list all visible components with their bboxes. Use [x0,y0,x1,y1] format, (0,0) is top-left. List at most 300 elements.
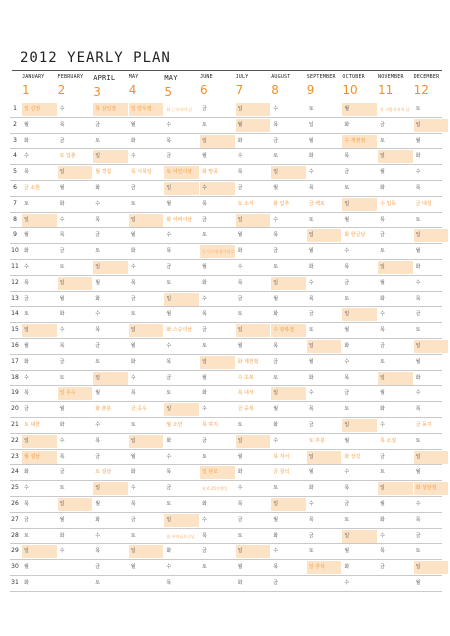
day-cell[interactable] [22,387,57,400]
day-cell[interactable] [129,435,164,448]
day-cell[interactable] [129,245,164,258]
day-cell[interactable] [22,103,57,116]
day-cell[interactable] [164,356,199,369]
day-cell[interactable] [414,419,449,432]
day-cell[interactable] [93,451,128,464]
day-cell[interactable] [58,403,93,416]
day-cell[interactable] [414,545,449,558]
day-cell[interactable] [414,103,449,116]
day-cell[interactable] [22,356,57,369]
day-cell[interactable] [236,545,271,558]
day-cell[interactable] [271,466,306,479]
day-cell[interactable] [378,261,413,274]
day-cell[interactable] [271,150,306,163]
day-cell[interactable] [378,372,413,385]
day-cell[interactable] [378,182,413,195]
day-cell[interactable] [93,530,128,543]
day-cell[interactable] [414,245,449,258]
day-cell[interactable] [236,182,271,195]
day-cell[interactable] [342,135,377,148]
day-cell[interactable] [307,466,342,479]
day-cell[interactable] [307,119,342,132]
day-cell[interactable] [200,150,235,163]
day-cell[interactable] [271,498,306,511]
day-cell[interactable] [22,545,57,558]
day-cell[interactable] [236,324,271,337]
day-cell[interactable] [236,166,271,179]
day-cell[interactable] [93,198,128,211]
day-cell[interactable] [342,340,377,353]
day-cell[interactable] [22,135,57,148]
day-cell[interactable] [22,150,57,163]
day-cell[interactable] [200,103,235,116]
day-cell[interactable] [93,245,128,258]
day-cell[interactable] [164,119,199,132]
day-cell[interactable] [93,308,128,321]
day-cell[interactable] [271,514,306,527]
day-cell[interactable] [22,451,57,464]
day-cell[interactable] [342,403,377,416]
day-cell[interactable] [129,261,164,274]
day-cell[interactable] [414,182,449,195]
day-cell[interactable] [164,182,199,195]
day-cell[interactable] [414,387,449,400]
day-cell[interactable] [378,324,413,337]
day-cell[interactable] [129,103,164,116]
day-cell[interactable] [164,293,199,306]
day-cell[interactable] [58,514,93,527]
day-cell[interactable] [164,277,199,290]
day-cell[interactable] [58,277,93,290]
day-cell[interactable] [129,150,164,163]
day-cell[interactable] [129,498,164,511]
day-cell[interactable] [200,530,235,543]
day-cell[interactable] [236,514,271,527]
day-cell[interactable] [342,514,377,527]
day-cell[interactable] [378,530,413,543]
day-cell[interactable] [414,261,449,274]
day-cell[interactable] [93,135,128,148]
day-cell[interactable] [236,277,271,290]
day-cell[interactable] [271,293,306,306]
day-cell[interactable] [93,261,128,274]
day-cell[interactable] [93,435,128,448]
day-cell[interactable] [271,545,306,558]
day-cell[interactable] [307,403,342,416]
day-cell[interactable] [22,308,57,321]
day-cell[interactable] [378,245,413,258]
day-cell[interactable] [129,451,164,464]
day-cell[interactable] [271,103,306,116]
day-cell[interactable] [236,103,271,116]
day-cell[interactable] [58,229,93,242]
day-cell[interactable] [236,119,271,132]
day-cell[interactable] [93,419,128,432]
day-cell[interactable] [342,324,377,337]
day-cell[interactable] [414,229,449,242]
day-cell[interactable] [164,214,199,227]
day-cell[interactable] [129,214,164,227]
day-cell[interactable] [342,214,377,227]
day-cell[interactable] [93,498,128,511]
day-cell[interactable] [378,387,413,400]
day-cell[interactable] [236,308,271,321]
day-cell[interactable] [378,435,413,448]
day-cell[interactable] [236,451,271,464]
day-cell[interactable] [342,293,377,306]
day-cell[interactable] [164,435,199,448]
day-cell[interactable] [164,403,199,416]
day-cell[interactable] [22,561,57,574]
day-cell[interactable] [164,514,199,527]
day-cell[interactable] [200,324,235,337]
day-cell[interactable] [22,261,57,274]
day-cell[interactable] [342,261,377,274]
day-cell[interactable] [58,324,93,337]
day-cell[interactable] [22,245,57,258]
day-cell[interactable] [342,530,377,543]
day-cell[interactable] [271,119,306,132]
day-cell[interactable] [307,214,342,227]
day-cell[interactable] [307,482,342,495]
day-cell[interactable] [307,435,342,448]
day-cell[interactable] [58,150,93,163]
day-cell[interactable] [164,451,199,464]
day-cell[interactable] [307,530,342,543]
day-cell[interactable] [93,229,128,242]
day-cell[interactable] [93,545,128,558]
day-cell[interactable] [58,387,93,400]
day-cell[interactable] [414,435,449,448]
day-cell[interactable] [200,229,235,242]
day-cell[interactable] [236,356,271,369]
day-cell[interactable] [22,198,57,211]
day-cell[interactable] [93,214,128,227]
day-cell[interactable] [200,293,235,306]
day-cell[interactable] [236,387,271,400]
day-cell[interactable] [93,150,128,163]
day-cell[interactable] [342,182,377,195]
day-cell[interactable] [307,577,342,590]
day-cell[interactable] [271,198,306,211]
day-cell[interactable] [414,356,449,369]
day-cell[interactable] [200,482,235,495]
day-cell[interactable] [271,577,306,590]
day-cell[interactable] [58,308,93,321]
day-cell[interactable] [58,482,93,495]
day-cell[interactable] [164,340,199,353]
day-cell[interactable] [164,561,199,574]
day-cell[interactable] [200,245,235,258]
day-cell[interactable] [93,182,128,195]
day-cell[interactable] [378,277,413,290]
day-cell[interactable] [307,245,342,258]
day-cell[interactable] [22,498,57,511]
day-cell[interactable] [307,198,342,211]
day-cell[interactable] [164,245,199,258]
day-cell[interactable] [307,561,342,574]
day-cell[interactable] [414,372,449,385]
day-cell[interactable] [129,324,164,337]
day-cell[interactable] [271,214,306,227]
day-cell[interactable] [58,103,93,116]
day-cell[interactable] [164,545,199,558]
day-cell[interactable] [414,324,449,337]
day-cell[interactable] [378,498,413,511]
day-cell[interactable] [22,435,57,448]
day-cell[interactable] [58,451,93,464]
day-cell[interactable] [93,577,128,590]
day-cell[interactable] [164,198,199,211]
day-cell[interactable] [378,198,413,211]
day-cell[interactable] [129,119,164,132]
day-cell[interactable] [58,135,93,148]
day-cell[interactable] [200,182,235,195]
day-cell[interactable] [58,182,93,195]
day-cell[interactable] [378,103,413,116]
day-cell[interactable] [378,561,413,574]
day-cell[interactable] [93,324,128,337]
day-cell[interactable] [378,150,413,163]
day-cell[interactable] [271,419,306,432]
day-cell[interactable] [307,324,342,337]
day-cell[interactable] [342,198,377,211]
day-cell[interactable] [271,229,306,242]
day-cell[interactable] [236,482,271,495]
day-cell[interactable] [164,229,199,242]
day-cell[interactable] [271,372,306,385]
day-cell[interactable] [164,150,199,163]
day-cell[interactable] [129,561,164,574]
day-cell[interactable] [22,119,57,132]
day-cell[interactable] [93,387,128,400]
day-cell[interactable] [22,466,57,479]
day-cell[interactable] [414,561,449,574]
day-cell[interactable] [200,435,235,448]
day-cell[interactable] [378,166,413,179]
day-cell[interactable] [307,150,342,163]
day-cell[interactable] [271,277,306,290]
day-cell[interactable] [342,545,377,558]
day-cell[interactable] [236,245,271,258]
day-cell[interactable] [307,356,342,369]
day-cell[interactable] [342,466,377,479]
day-cell[interactable] [58,214,93,227]
day-cell[interactable] [129,419,164,432]
day-cell[interactable] [236,498,271,511]
day-cell[interactable] [58,419,93,432]
day-cell[interactable] [342,150,377,163]
day-cell[interactable] [22,340,57,353]
day-cell[interactable] [378,308,413,321]
day-cell[interactable] [22,419,57,432]
day-cell[interactable] [307,387,342,400]
day-cell[interactable] [271,482,306,495]
day-cell[interactable] [271,245,306,258]
day-cell[interactable] [58,545,93,558]
day-cell[interactable] [307,498,342,511]
day-cell[interactable] [236,150,271,163]
day-cell[interactable] [236,530,271,543]
day-cell[interactable] [200,372,235,385]
day-cell[interactable] [378,340,413,353]
day-cell[interactable] [342,561,377,574]
day-cell[interactable] [414,498,449,511]
day-cell[interactable] [164,261,199,274]
day-cell[interactable] [200,214,235,227]
day-cell[interactable] [164,372,199,385]
day-cell[interactable] [236,466,271,479]
day-cell[interactable] [22,182,57,195]
day-cell[interactable] [378,451,413,464]
day-cell[interactable] [236,198,271,211]
day-cell[interactable] [307,261,342,274]
day-cell[interactable] [58,293,93,306]
day-cell[interactable] [307,308,342,321]
day-cell[interactable] [164,466,199,479]
day-cell[interactable] [200,403,235,416]
day-cell[interactable] [129,403,164,416]
day-cell[interactable] [93,372,128,385]
day-cell[interactable] [58,166,93,179]
day-cell[interactable] [129,530,164,543]
day-cell[interactable] [129,198,164,211]
day-cell[interactable] [378,293,413,306]
day-cell[interactable] [414,150,449,163]
day-cell[interactable] [378,229,413,242]
day-cell[interactable] [58,261,93,274]
day-cell[interactable] [236,135,271,148]
day-cell[interactable] [129,514,164,527]
day-cell[interactable] [342,103,377,116]
day-cell[interactable] [307,135,342,148]
day-cell[interactable] [271,356,306,369]
day-cell[interactable] [271,387,306,400]
day-cell[interactable] [307,166,342,179]
day-cell[interactable] [93,466,128,479]
day-cell[interactable] [342,498,377,511]
day-cell[interactable] [200,561,235,574]
day-cell[interactable] [164,324,199,337]
day-cell[interactable] [342,119,377,132]
day-cell[interactable] [22,372,57,385]
day-cell[interactable] [236,261,271,274]
day-cell[interactable] [200,119,235,132]
day-cell[interactable] [271,308,306,321]
day-cell[interactable] [378,577,413,590]
day-cell[interactable] [200,277,235,290]
day-cell[interactable] [378,214,413,227]
day-cell[interactable] [200,545,235,558]
day-cell[interactable] [22,577,57,590]
day-cell[interactable] [200,261,235,274]
day-cell[interactable] [414,577,449,590]
day-cell[interactable] [342,435,377,448]
day-cell[interactable] [271,324,306,337]
day-cell[interactable] [58,577,93,590]
day-cell[interactable] [200,340,235,353]
day-cell[interactable] [342,387,377,400]
day-cell[interactable] [414,166,449,179]
day-cell[interactable] [236,419,271,432]
day-cell[interactable] [414,214,449,227]
day-cell[interactable] [342,229,377,242]
day-cell[interactable] [164,577,199,590]
day-cell[interactable] [200,135,235,148]
day-cell[interactable] [342,166,377,179]
day-cell[interactable] [414,135,449,148]
day-cell[interactable] [93,293,128,306]
day-cell[interactable] [236,577,271,590]
day-cell[interactable] [93,166,128,179]
day-cell[interactable] [414,466,449,479]
day-cell[interactable] [164,387,199,400]
day-cell[interactable] [271,182,306,195]
day-cell[interactable] [129,372,164,385]
day-cell[interactable] [342,245,377,258]
day-cell[interactable] [22,229,57,242]
day-cell[interactable] [307,229,342,242]
day-cell[interactable] [22,293,57,306]
day-cell[interactable] [164,419,199,432]
day-cell[interactable] [414,277,449,290]
day-cell[interactable] [129,135,164,148]
day-cell[interactable] [271,166,306,179]
day-cell[interactable] [58,340,93,353]
day-cell[interactable] [307,182,342,195]
day-cell[interactable] [129,182,164,195]
day-cell[interactable] [271,261,306,274]
day-cell[interactable] [164,103,199,116]
day-cell[interactable] [58,198,93,211]
day-cell[interactable] [414,293,449,306]
day-cell[interactable] [22,214,57,227]
day-cell[interactable] [307,340,342,353]
day-cell[interactable] [342,419,377,432]
day-cell[interactable] [236,435,271,448]
day-cell[interactable] [200,419,235,432]
day-cell[interactable] [93,514,128,527]
day-cell[interactable] [22,277,57,290]
day-cell[interactable] [414,198,449,211]
day-cell[interactable] [414,119,449,132]
day-cell[interactable] [271,135,306,148]
day-cell[interactable] [271,435,306,448]
day-cell[interactable] [342,451,377,464]
day-cell[interactable] [93,277,128,290]
day-cell[interactable] [58,245,93,258]
day-cell[interactable] [271,403,306,416]
day-cell[interactable] [307,293,342,306]
day-cell[interactable] [307,277,342,290]
day-cell[interactable] [93,340,128,353]
day-cell[interactable] [378,135,413,148]
day-cell[interactable] [414,530,449,543]
day-cell[interactable] [378,403,413,416]
day-cell[interactable] [378,119,413,132]
day-cell[interactable] [342,356,377,369]
day-cell[interactable] [307,419,342,432]
day-cell[interactable] [58,372,93,385]
day-cell[interactable] [129,482,164,495]
day-cell[interactable] [342,577,377,590]
day-cell[interactable] [200,514,235,527]
day-cell[interactable] [129,277,164,290]
day-cell[interactable] [129,229,164,242]
day-cell[interactable] [93,119,128,132]
day-cell[interactable] [378,466,413,479]
day-cell[interactable] [129,293,164,306]
